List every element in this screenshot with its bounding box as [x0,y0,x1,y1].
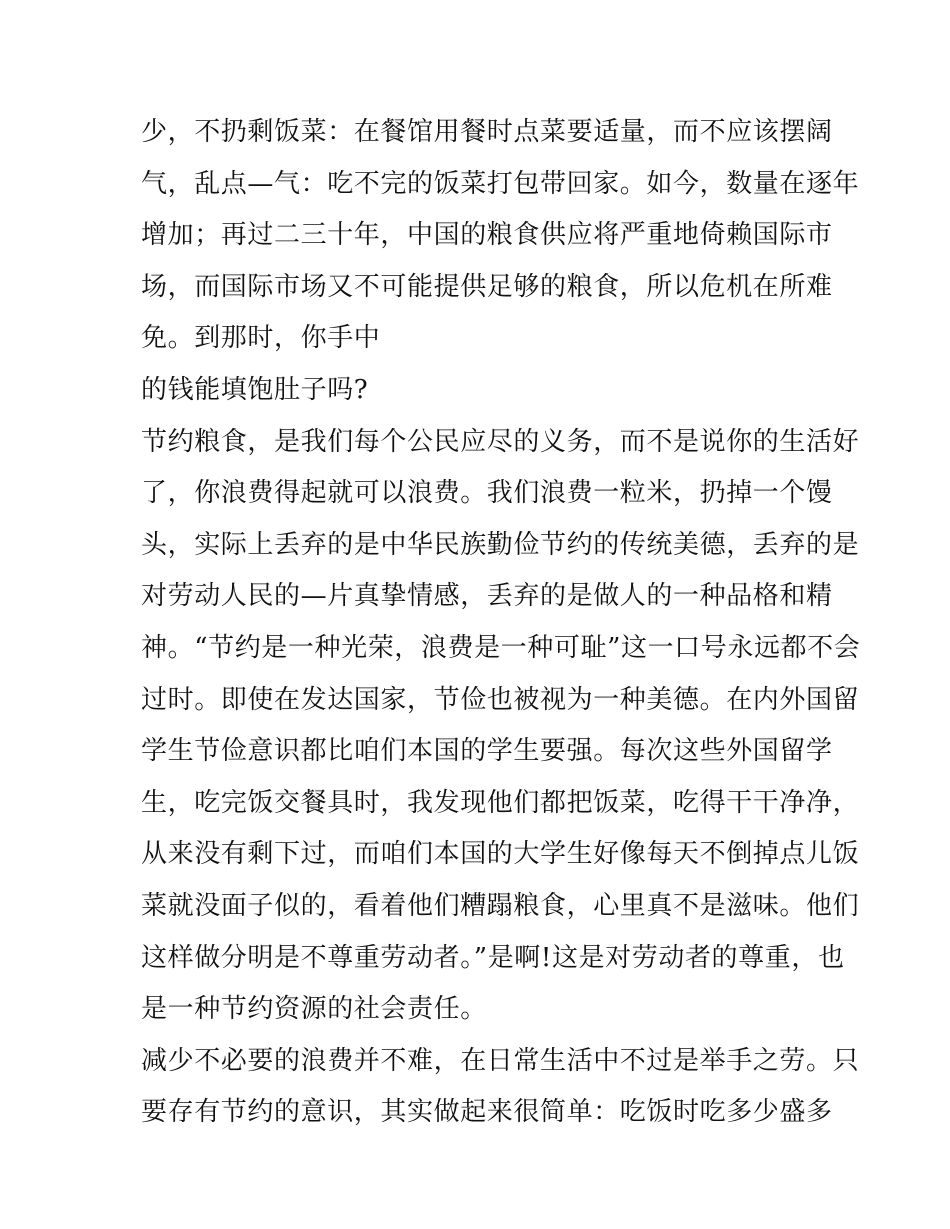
text-line: 头，实际上丢弃的是中华民族勤俭节约的传统美德，丢弃的是 [141,529,860,560]
text-line: 场，而国际市场又不可能提供足够的粮食，所以危机在所难 [141,271,833,302]
text-line: 少，不扔剩饭菜：在餐馆用餐时点菜要适量，而不应该摆阔 [141,117,833,147]
text-line: 气，乱点—气：吃不完的饭菜打包带回家。如今，数量在逐年 [141,168,860,199]
text-line: 减少不必要的浪费并不难，在日常生活中不过是举手之劳。只 [141,1045,860,1076]
text-line: 从来没有剩下过，而咱们本国的大学生好像每天不倒掉点儿饭 [141,839,860,870]
text-line: 过时。即使在发达国家，节俭也被视为一种美德。在内外国留 [141,684,860,715]
text-line: 要存有节约的意识，其实做起来很简单：吃饭时吃多少盛多 [141,1097,833,1128]
text-line: 免。到那时，你手中 [141,323,381,354]
document-body [141,107,861,1139]
text-line: 了，你浪费得起就可以浪费。我们浪费一粒米，扔掉一个馒 [141,478,833,509]
text-line: 学生节俭意识都比咱们本国的学生要强。每次这些外国留学 [141,736,833,767]
text-line: 节约粮食，是我们每个公民应尽的义务，而不是说你的生活好 [141,426,860,457]
text-line: 菜就没面子似的，看着他们糟蹋粮食，心里真不是滋味。他们 [141,890,860,921]
text-line: 的钱能填饱肚子吗? [141,374,369,405]
text-line: 神。“节约是一种光荣，浪费是一种可耻”这一口号永远都不会 [141,632,861,663]
text-line: 是一种节约资源的社会责任。 [141,994,487,1025]
text-line: 对劳动人民的—片真挚情感，丢弃的是做人的一种品格和精 [141,581,833,612]
text-line: 增加；再过二三十年，中国的粮食供应将严重地倚赖国际市 [141,220,833,251]
text-line: 生，吃完饭交餐具时，我发现他们都把饭菜，吃得干干净净， [141,787,860,818]
text-line: 这样做分明是不尊重劳动者。”是啊!这是对劳动者的尊重，也 [141,942,845,973]
